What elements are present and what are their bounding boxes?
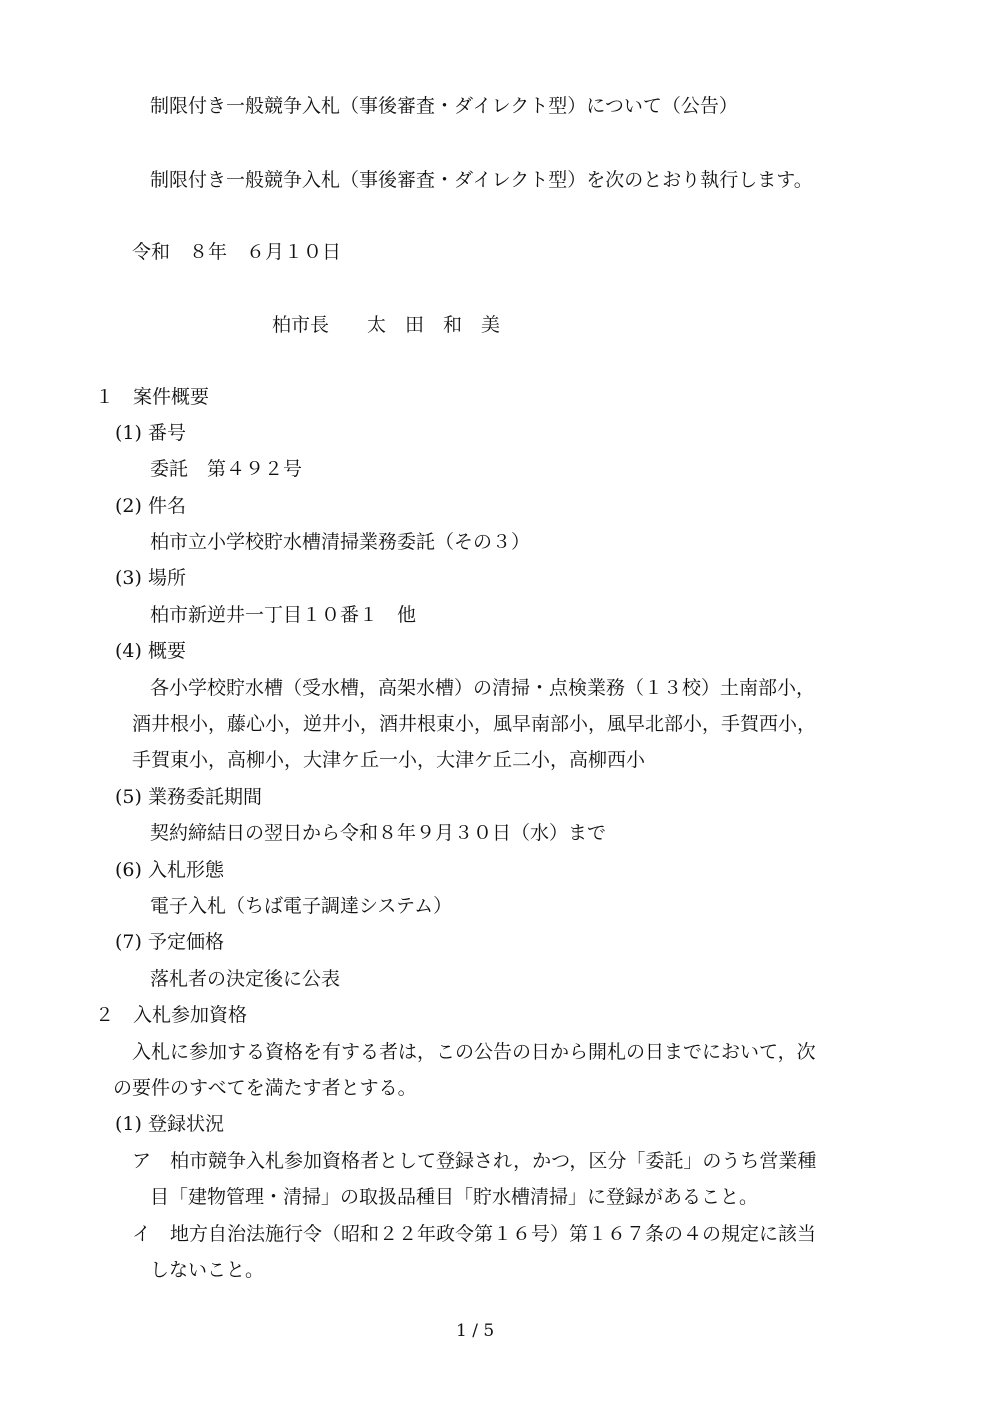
item-value: 柏市新逆井一丁目１０番１ 他 (150, 604, 417, 626)
item-value: 酒井根小，藤心小，逆井小，酒井根東小，風早南部小，風早北部小，手賀西小， (132, 713, 817, 735)
list-item-a-cont: 目「建物管理・清掃」の取扱品種目「貯水槽清掃」に登録があること。 (150, 1186, 759, 1208)
page-number: 1 / 5 (456, 1321, 495, 1341)
item-label: (5) 業務委託期間 (115, 786, 262, 808)
item-value: 各小学校貯水槽（受水槽，高架水槽）の清掃・点検業務（１３校）土南部小， (150, 677, 816, 699)
item-value: 手賀東小，高柳小，大津ケ丘一小，大津ケ丘二小，高柳西小 (132, 749, 646, 771)
item-label: (2) 件名 (115, 495, 186, 517)
item-value: 落札者の決定後に公表 (150, 968, 341, 990)
document-title: 制限付き一般競争入札（事後審査・ダイレクト型）について（公告） (150, 95, 738, 117)
item-label: (1) 登録状況 (115, 1113, 224, 1135)
item-label: (6) 入札形態 (115, 859, 224, 881)
item-value: 柏市立小学校貯水槽清掃業務委託（その３） (150, 531, 531, 553)
item-label: (4) 概要 (115, 640, 186, 662)
list-item-a: ア 柏市競争入札参加資格者として登録され，かつ，区分「委託」のうち営業種 (132, 1150, 817, 1172)
list-item-i: イ 地方自治法施行令（昭和２２年政令第１６号）第１６７条の４の規定に該当 (132, 1223, 817, 1245)
list-item-i-cont: しないこと。 (150, 1259, 265, 1281)
issuer-name: 柏市長 太 田 和 美 (272, 314, 501, 336)
intro-text: 制限付き一般競争入札（事後審査・ダイレクト型）を次のとおり執行します。 (150, 169, 813, 191)
item-value: 電子入札（ちば電子調達システム） (150, 895, 453, 917)
item-value: 委託 第４９２号 (150, 458, 303, 480)
paragraph-line: 入札に参加する資格を有する者は，この公告の日から開札の日までにおいて，次 (132, 1041, 816, 1063)
item-value: 契約締結日の翌日から令和８年９月３０日（水）まで (150, 822, 607, 844)
item-label: (1) 番号 (115, 422, 186, 444)
item-label: (7) 予定価格 (115, 931, 224, 953)
section-heading: ２ 入札参加資格 (95, 1004, 248, 1026)
paragraph-line: の要件のすべてを満たす者とする。 (113, 1077, 417, 1099)
item-label: (3) 場所 (115, 567, 186, 589)
notice-date: 令和 ８年 ６月１０日 (132, 241, 342, 263)
section-heading: １ 案件概要 (95, 386, 210, 408)
